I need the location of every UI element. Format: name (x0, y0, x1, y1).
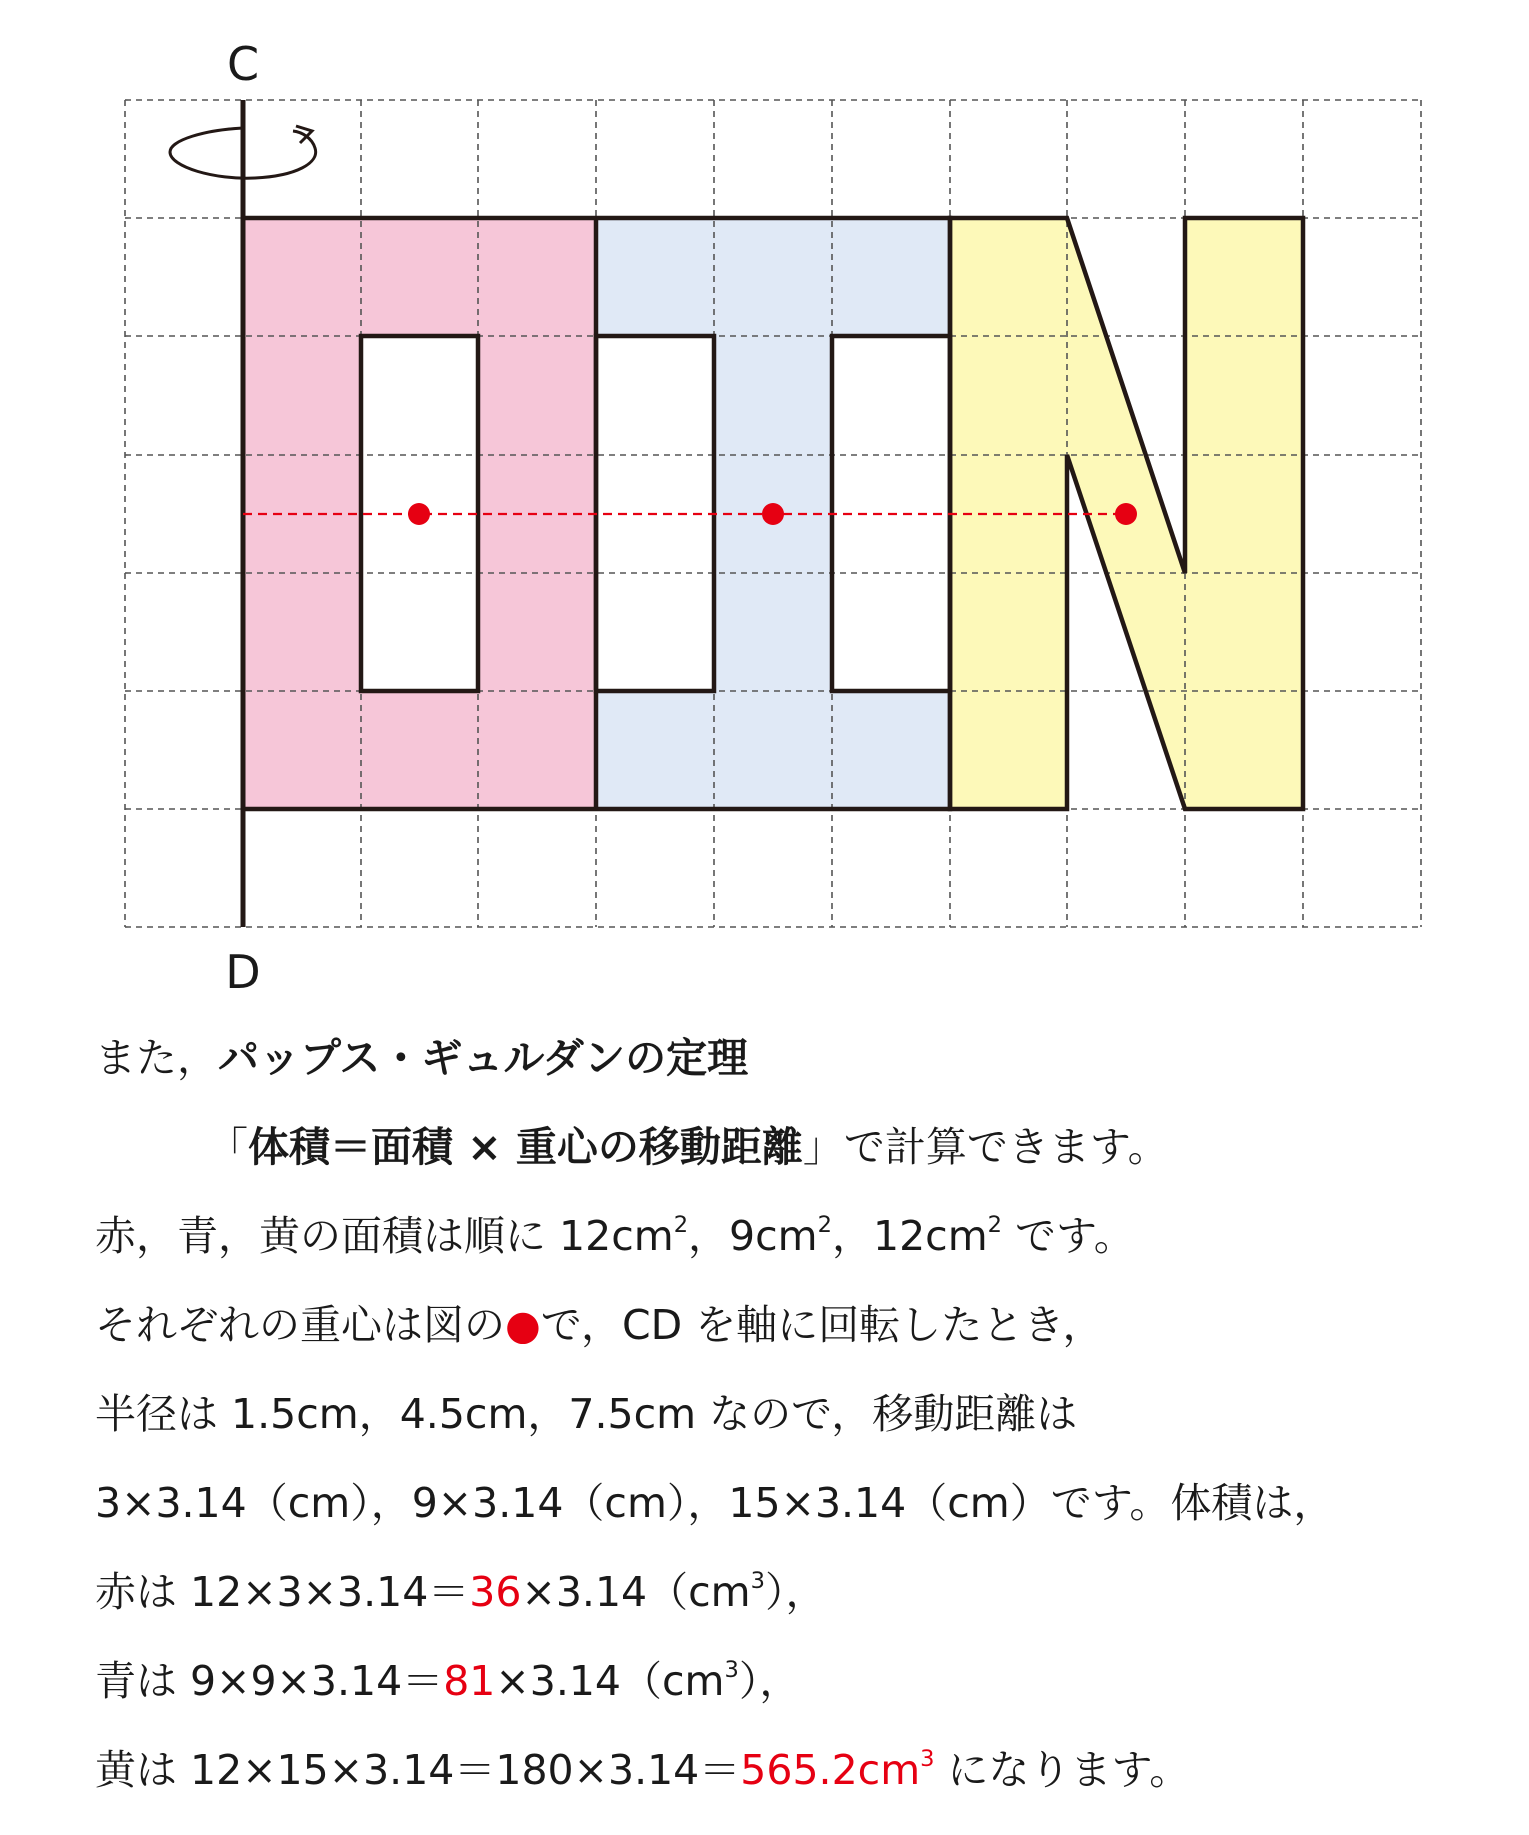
text-l7-d: 3 (750, 1567, 765, 1594)
text-l7-a: 赤は 12×3×3.14＝ (95, 1568, 470, 1616)
centroid-yellow (1115, 503, 1137, 525)
axis-label-d: D (225, 945, 261, 999)
text-line-6 (95, 1475, 1334, 1531)
text-l8-d: 3 (724, 1656, 739, 1683)
centroid-dot-icon: ● (505, 1301, 541, 1349)
text-l5: 半径は 1.5cm，4.5cm，7.5cm なので，移動距離は (95, 1390, 1078, 1438)
text-line-9 (95, 1742, 1190, 1798)
centroid-blue (762, 503, 784, 525)
text-l4-a: それぞれの重心は図の (95, 1301, 505, 1349)
text-line-2 (207, 1119, 1169, 1175)
text-line-8 (95, 1653, 800, 1709)
text-l7-c: ×3.14（cm (521, 1568, 751, 1616)
theorem-name: パップス・ギュルダンの定理 (218, 1034, 749, 1082)
text-l8-c: ×3.14（cm (495, 1657, 725, 1705)
red-volume-coefficient: 36 (469, 1568, 522, 1616)
final-volume-exponent: 3 (920, 1745, 935, 1772)
text-l3-c: 2 (673, 1211, 689, 1238)
theorem-formula: 体積＝面積 × 重心の移動距離 (248, 1123, 803, 1171)
text-l3-i: 2 (987, 1211, 1002, 1238)
text-l2-a: 「 (207, 1123, 248, 1171)
centroid-red (408, 503, 430, 525)
text-l3-j: です。 (1002, 1212, 1135, 1260)
text-l4-b: で，CD を軸に回転したとき， (540, 1301, 1104, 1349)
text-line-5 (95, 1386, 1077, 1442)
text-l1-a: また， (95, 1034, 218, 1082)
text-l6: 3×3.14（cm），9×3.14（cm），15×3.14（cm）です。体積は， (95, 1479, 1335, 1527)
final-volume: 565.2cm (740, 1746, 921, 1794)
blue-volume-coefficient: 81 (443, 1657, 496, 1705)
text-l3-g: ，12 (831, 1212, 926, 1260)
text-line-1 (95, 1030, 748, 1086)
text-l9-d: になります。 (934, 1746, 1191, 1794)
text-l3-a: 赤，青，黄の面積は順に 12 (95, 1212, 612, 1260)
text-l8-e: ）， (738, 1657, 801, 1705)
text-line-4 (95, 1297, 1104, 1353)
text-l3-d: ，9 (688, 1212, 756, 1260)
text-line-7 (95, 1564, 826, 1620)
axis-label-c: C (226, 37, 260, 91)
text-l8-a: 青は 9×9×3.14＝ (95, 1657, 444, 1705)
text-l2-c: 」で計算できます。 (802, 1123, 1169, 1171)
text-l3-h: cm (925, 1212, 988, 1260)
text-l3-b: cm (611, 1212, 674, 1260)
text-l7-e: ）， (764, 1568, 827, 1616)
text-l9-a: 黄は 12×15×3.14＝180×3.14＝ (95, 1746, 741, 1794)
text-line-3 (95, 1208, 1135, 1264)
text-l3-e: cm (755, 1212, 818, 1260)
text-l3-f: 2 (817, 1211, 832, 1238)
